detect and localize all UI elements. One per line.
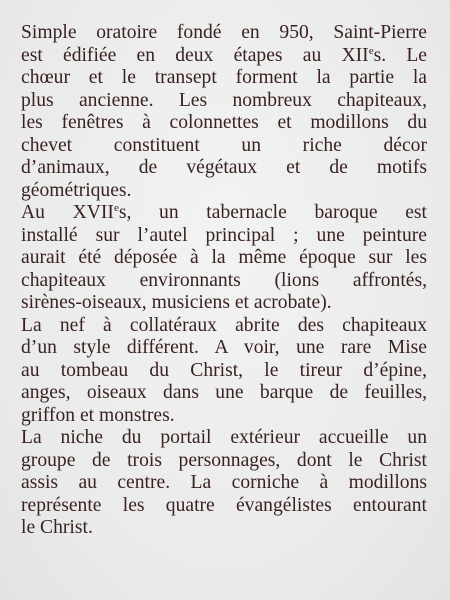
line-text: assis au centre. La corniche à modillons [21, 472, 427, 493]
line-text: installé sur l’autel principal ; une peinture [21, 224, 427, 246]
line-text: Simple oratoire fondé en 950, Saint-Pierre [21, 22, 427, 43]
line-text: au tombeau du Christ, le tireur d’épine, [21, 359, 427, 381]
line-text: anges, oiseaux dans une barque de feuilles, [21, 382, 427, 403]
text-line [21, 247, 427, 270]
text-line [21, 270, 427, 293]
text-line [21, 450, 427, 473]
line-text: sirènes-oiseaux, musiciens et acrobate). [21, 292, 332, 313]
text-line [21, 360, 427, 383]
line-text: plus ancienne. Les nombreux chapiteaux, [21, 89, 427, 111]
text-line [21, 405, 427, 428]
text-line [21, 315, 427, 338]
text-line [21, 517, 427, 540]
text-line [21, 225, 427, 248]
paragraph [21, 315, 427, 428]
line-text: d’animaux, de végétaux et de motifs [21, 157, 427, 178]
superscript: e [113, 202, 119, 214]
text-line [21, 90, 427, 113]
line-text: est édifiée en deux étapes au XII [21, 44, 369, 66]
line-text: griffon et monstres. [21, 404, 175, 426]
paragraph [21, 22, 427, 202]
line-text: le Christ. [21, 517, 93, 538]
line-text: les fenêtres à colonnettes et modillons du [21, 112, 427, 133]
line-text: représente les quatre évangélistes entourant [21, 494, 427, 516]
paragraph [21, 427, 427, 540]
text-line [21, 180, 427, 203]
paragraph [21, 202, 427, 315]
text-line [21, 472, 427, 495]
line-text: chœur et le transept forment la partie la [21, 67, 427, 88]
text-line [21, 427, 427, 450]
line-text: aurait été déposée à la même époque sur les [21, 247, 427, 268]
text-line [21, 495, 427, 518]
text-line [21, 382, 427, 405]
descriptive-text [21, 22, 427, 540]
line-text: chapiteaux environnants (lions affrontés, [21, 269, 427, 291]
text-line [21, 292, 427, 315]
superscript: e [368, 44, 374, 57]
text-line [21, 202, 427, 225]
line-text: d’un style différent. A voir, une rare Mise [21, 337, 427, 358]
line-text: géométriques. [21, 179, 132, 201]
text-line [21, 112, 427, 135]
text-line [21, 157, 427, 180]
line-text: La niche du portail extérieur accueille un [21, 427, 427, 448]
text-line [21, 337, 427, 360]
line-text: Au XVII [21, 202, 114, 223]
line-text-continued: s, un tabernacle baroque est [118, 202, 427, 223]
line-text-continued: s. Le [373, 44, 427, 66]
line-text: groupe de trois personnages, dont le Christ [21, 449, 427, 471]
text-line [21, 135, 427, 158]
text-line [21, 45, 427, 68]
text-line [21, 67, 427, 90]
line-text: chevet constituent un riche décor [21, 134, 427, 156]
line-text: La nef à collatéraux abrite des chapiteaux [21, 314, 427, 336]
text-line [21, 22, 427, 45]
